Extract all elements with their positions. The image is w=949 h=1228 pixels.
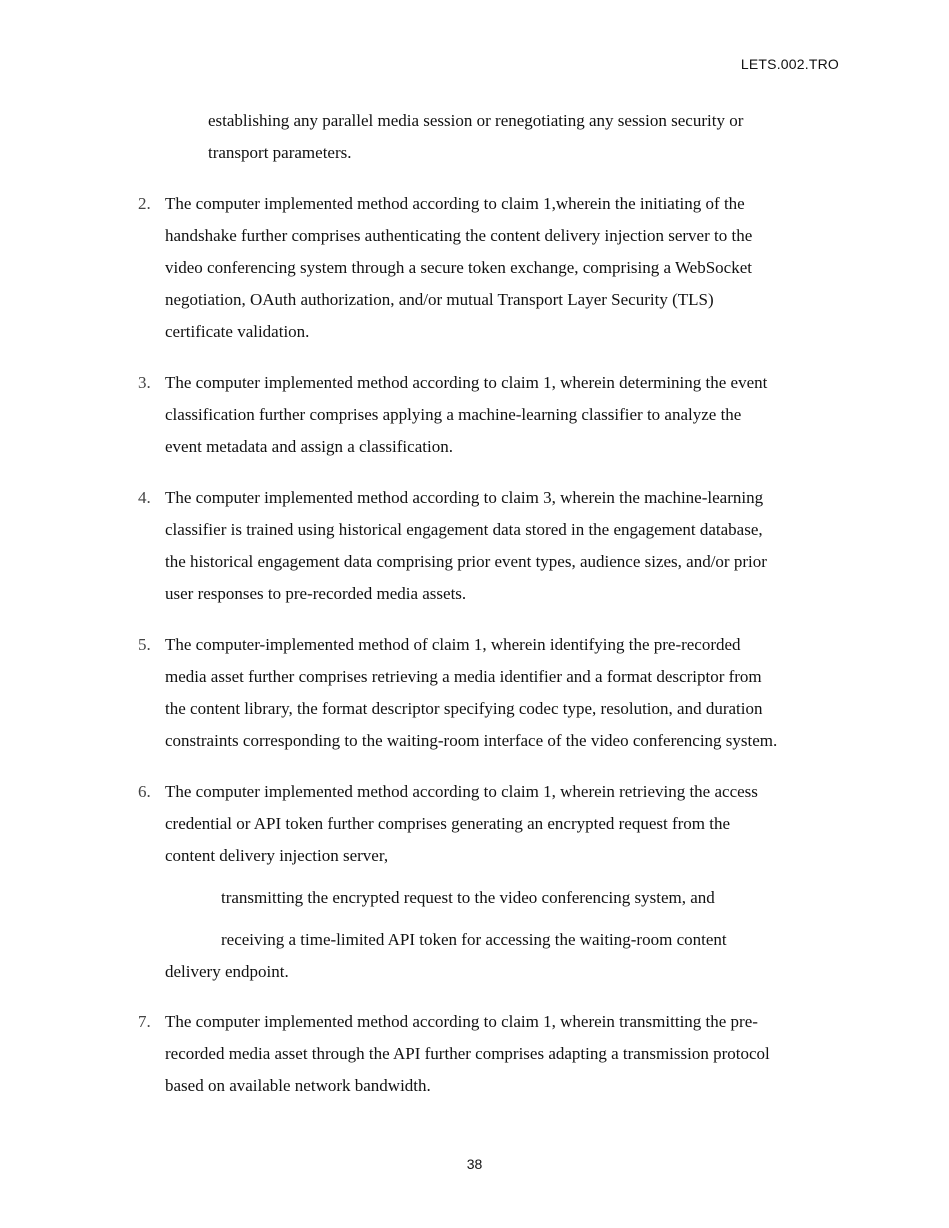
claim-text (165, 629, 845, 757)
claim-sub-paragraph: receiving a time-limited API token for accessing the waiting-room content (221, 930, 727, 949)
continuation-line: transport parameters. (208, 143, 352, 162)
docket-number: LETS.002.TRO (740, 56, 839, 72)
claim-line: based on available network bandwidth. (165, 1076, 431, 1095)
claim-line: credential or API token further comprises generating an encrypted request from the (165, 814, 731, 833)
claim-text (165, 367, 845, 463)
claim-line: content delivery injection server, (165, 846, 389, 865)
page-number: 38 (466, 1156, 483, 1172)
claim-line: classifier is trained using historical engagement data stored in the engagement database, (165, 520, 763, 539)
claim-line: The computer implemented method according to claim 1, wherein transmitting the pre- (165, 1012, 758, 1031)
claim-text (165, 482, 845, 610)
claim-line: the content library, the format descriptor specifying codec type, resolution, and duration (165, 699, 763, 718)
claim-line: constraints corresponding to the waiting-room interface of the video conferencing system. (165, 731, 778, 750)
claim-text (165, 776, 845, 988)
claim-number: 6. (138, 782, 151, 801)
claim-line: The computer implemented method according to claim 1, wherein determining the event (165, 373, 768, 392)
claim-tail-line: delivery endpoint. (165, 962, 289, 981)
continuation-line: establishing any parallel media session or renegotiating any session security or (208, 111, 744, 130)
claim-line: recorded media asset through the API further comprises adapting a transmission protocol (165, 1044, 770, 1063)
claim-number: 5. (138, 635, 151, 654)
claim-1-continuation (208, 105, 828, 169)
claim-line: The computer implemented method according to claim 3, wherein the machine-learning (165, 488, 764, 507)
claim-line: event metadata and assign a classification. (165, 437, 453, 456)
claim-number: 7. (138, 1012, 151, 1031)
claim-line: The computer implemented method according to claim 1, wherein retrieving the access (165, 782, 758, 801)
claim-line: The computer implemented method according to claim 1,wherein the initiating of the (165, 194, 745, 213)
claim-line: certificate validation. (165, 322, 310, 341)
claim-line: media asset further comprises retrieving a media identifier and a format descriptor from (165, 667, 762, 686)
claim-line: negotiation, OAuth authorization, and/or mutual Transport Layer Security (TLS) (165, 290, 714, 309)
claim-line: the historical engagement data comprising prior event types, audience sizes, and/or prior (165, 552, 767, 571)
claim-line: The computer-implemented method of claim 1, wherein identifying the pre-recorded (165, 635, 741, 654)
claim-sub-paragraph: transmitting the encrypted request to the video conferencing system, and (221, 888, 715, 907)
claim-line: classification further comprises applying a machine-learning classifier to analyze the (165, 405, 742, 424)
claim-number: 4. (138, 488, 151, 507)
claim-number: 3. (138, 373, 151, 392)
claim-line: handshake further comprises authenticating the content delivery injection server to the (165, 226, 753, 245)
claim-line: user responses to pre-recorded media assets. (165, 584, 467, 603)
claim-line: video conferencing system through a secure token exchange, comprising a WebSocket (165, 258, 752, 277)
claim-text (165, 188, 845, 348)
claim-text (165, 1006, 845, 1102)
claim-number: 2. (138, 194, 151, 213)
